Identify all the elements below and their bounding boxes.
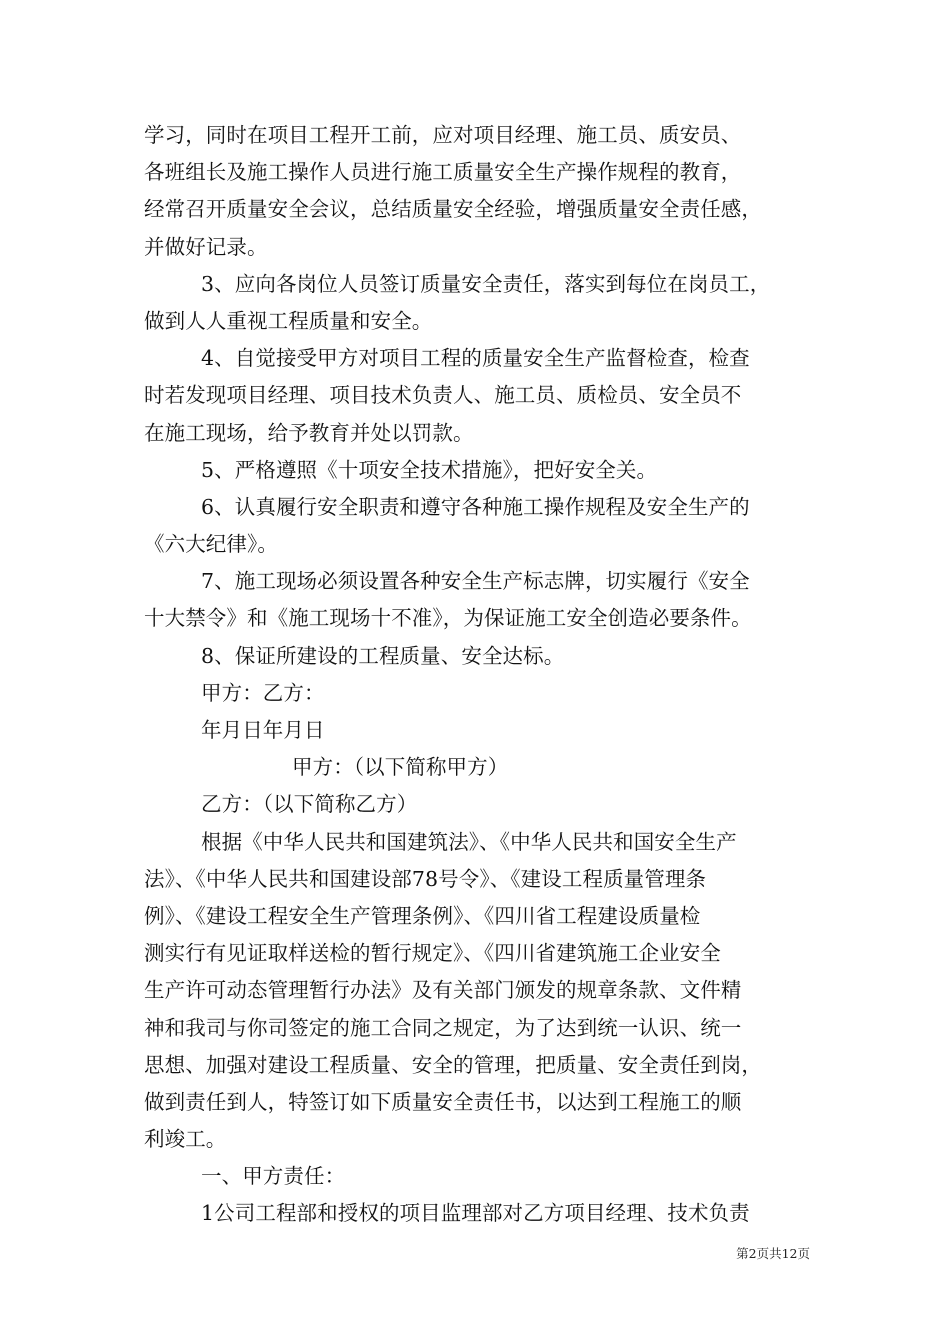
text-line: 3、应向各岗位人员签订质量安全责任，落实到每位在岗员工，: [201, 271, 771, 296]
text-line: 测实行有见证取样送检的暂行规定》、《四川省建筑施工企业安全: [144, 941, 721, 966]
signature-line: 甲方：乙方：: [201, 680, 325, 705]
text-line: 例》、《建设工程安全生产管理条例》、《四川省工程建设质量检: [144, 903, 701, 928]
page-number-footer: [700, 1244, 810, 1262]
text-line: 7、施工现场必须设置各种安全生产标志牌，切实履行《安全: [201, 569, 750, 594]
text-line: 根据《中华人民共和国建筑法》、《中华人民共和国安全生产: [201, 829, 737, 854]
text-line: 思想、加强对建设工程质量、安全的管理，把质量、安全责任到岗，: [144, 1052, 762, 1077]
text-line: 十大禁令》和《施工现场十不准》，为保证施工安全创造必要条件。: [144, 606, 752, 631]
text-line: 《六大纪律》。: [144, 532, 278, 557]
text-line: 神和我司与你司签定的施工合同之规定，为了达到统一认识、统一: [144, 1015, 742, 1040]
document-body: [144, 117, 814, 1233]
text-line: 利竣工。: [144, 1127, 227, 1152]
text-line: 生产许可动态管理暂行办法》及有关部门颁发的规章条款、文件精: [144, 978, 742, 1003]
section-heading: 一、甲方责任：: [201, 1164, 346, 1189]
text-line: 5、严格遵照《十项安全技术措施》，把好安全关。: [201, 457, 658, 482]
text-line: 学习，同时在项目工程开工前，应对项目经理、施工员、质安员、: [144, 123, 742, 147]
text-line: 4、自觉接受甲方对项目工程的质量安全生产监督检查，检查: [201, 346, 750, 371]
party-b-heading: 乙方：（以下简称乙方）: [201, 792, 418, 817]
text-line: 并做好记录。: [144, 234, 268, 259]
party-a-heading: 甲方：（以下简称甲方）: [292, 755, 509, 780]
text-line: 6、认真履行安全职责和遵守各种施工操作规程及安全生产的: [201, 494, 750, 519]
text-line: 8、保证所建设的工程质量、安全达标。: [201, 643, 565, 668]
page-number-label: 第2页共12页: [736, 1246, 810, 1261]
text-line: 做到责任到人，特签订如下质量安全责任书，以达到工程施工的顺: [144, 1089, 742, 1114]
text-line: 时若发现项目经理、项目技术负责人、施工员、质检员、安全员不: [144, 383, 742, 408]
text-line: 法》、《中华人民共和国建设部78号令》、《建设工程质量管理条: [144, 866, 707, 891]
text-line: 做到人人重视工程质量和安全。: [144, 308, 433, 333]
text-line: 经常召开质量安全会议，总结质量安全经验，增强质量安全责任感，: [144, 197, 762, 222]
date-line: 年月日年月日: [201, 718, 325, 742]
text-line: 在施工现场，给予教育并处以罚款。: [144, 420, 474, 445]
text-line: 1公司工程部和授权的项目监理部对乙方项目经理、技术负责: [201, 1201, 750, 1226]
text-line: 各班组长及施工操作人员进行施工质量安全生产操作规程的教育，: [144, 160, 742, 185]
